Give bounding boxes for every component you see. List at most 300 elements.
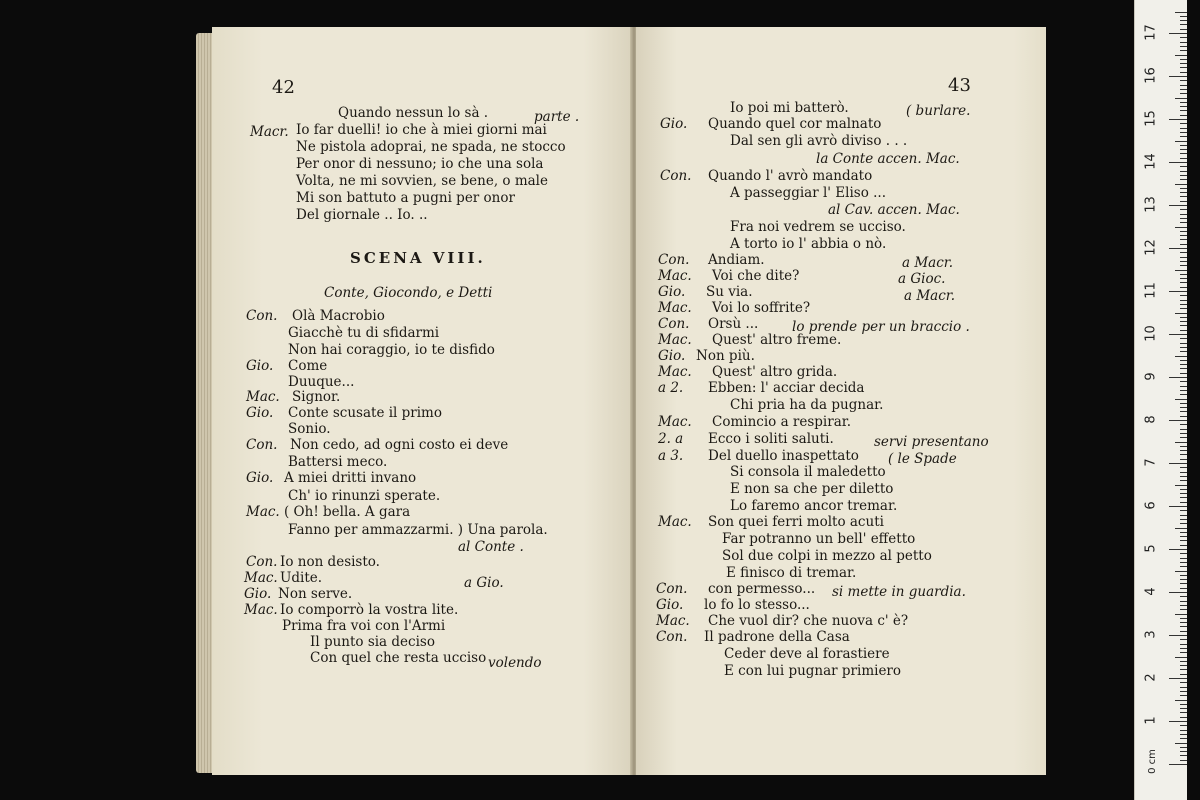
ruler-tick <box>1180 16 1187 17</box>
ruler-tick <box>1175 743 1187 744</box>
speaker-label: Gio. <box>246 470 274 486</box>
ruler-tick <box>1180 24 1187 25</box>
ruler-tick <box>1180 102 1187 103</box>
text-line: E con lui pugnar primiero <box>724 663 902 679</box>
ruler-tick <box>1175 571 1187 572</box>
ruler-tick <box>1180 669 1187 670</box>
ruler-number: 11 <box>1143 282 1159 299</box>
ruler-number: 1 <box>1143 716 1159 725</box>
ruler-tick <box>1180 622 1187 623</box>
ruler-tick <box>1180 631 1187 632</box>
ruler-tick <box>1180 730 1187 731</box>
speaker-label: Mac. <box>658 332 692 348</box>
text-line: Lo faremo ancor tremar. <box>730 498 898 514</box>
text-line: A miei dritti invano <box>284 470 417 486</box>
text-line: Orsù ... <box>708 316 759 332</box>
text-line: Ceder deve al forastiere <box>724 646 890 662</box>
page-number-left: 42 <box>272 77 295 98</box>
text-line: Ch' io rinunzi sperate. <box>288 488 441 504</box>
ruler-tick <box>1180 364 1187 365</box>
ruler-tick <box>1180 532 1187 533</box>
speaker-label: Con. <box>658 252 690 268</box>
ruler-tick <box>1180 454 1187 455</box>
ruler-tick <box>1180 132 1187 133</box>
text-line: Del giornale .. Io. .. <box>296 207 428 223</box>
ruler-tick <box>1169 721 1187 722</box>
ruler-tick <box>1180 93 1187 94</box>
ruler-tick <box>1180 192 1187 193</box>
text-line: Prima fra voi con l'Armi <box>282 618 446 634</box>
ruler-tick <box>1180 515 1187 516</box>
ruler-tick <box>1180 424 1187 425</box>
speaker-label: 2. a <box>658 431 684 447</box>
ruler-number: 9 <box>1143 372 1159 381</box>
text-line: Son quei ferri molto acuti <box>708 514 884 530</box>
ruler-tick <box>1180 106 1187 107</box>
text-line: Non più. <box>696 348 755 364</box>
ruler-tick <box>1180 407 1187 408</box>
ruler-tick <box>1180 123 1187 124</box>
ruler-tick <box>1180 244 1187 245</box>
ruler-tick <box>1180 510 1187 511</box>
ruler-tick <box>1180 536 1187 537</box>
ruler-tick <box>1175 141 1187 142</box>
ruler-number: 7 <box>1143 458 1159 467</box>
ruler-tick <box>1180 338 1187 339</box>
ruler-number: 3 <box>1143 630 1159 639</box>
ruler-number: 8 <box>1143 415 1159 424</box>
ruler-tick <box>1180 300 1187 301</box>
text-line: Quando l' avrò mandato <box>708 168 873 184</box>
stage-direction: al Cav. accen. Mac. <box>828 202 960 218</box>
text-line: Ne pistola adoprai, ne spada, ne stocco <box>296 139 566 155</box>
ruler-number: 12 <box>1143 239 1159 256</box>
scene-cast: Conte, Giocondo, e Detti <box>324 285 493 301</box>
ruler-tick <box>1180 562 1187 563</box>
ruler-tick <box>1175 55 1187 56</box>
stage-direction: a Gioc. <box>898 271 946 287</box>
ruler-tick <box>1180 429 1187 430</box>
stage-direction: si mette in guardia. <box>832 584 966 600</box>
speaker-label: Con. <box>246 437 278 453</box>
ruler-tick <box>1169 76 1187 77</box>
ruler-tick <box>1180 704 1187 705</box>
speaker-label: Gio. <box>658 348 686 364</box>
ruler-tick <box>1175 442 1187 443</box>
text-line: Andiam. <box>708 252 765 268</box>
text-line: Udite. <box>280 570 323 586</box>
ruler-tick <box>1180 712 1187 713</box>
ruler-tick <box>1180 373 1187 374</box>
ruler-tick <box>1180 691 1187 692</box>
speaker-label: Gio. <box>246 358 274 374</box>
text-line: Quest' altro grida. <box>712 364 838 380</box>
ruler-tick <box>1180 674 1187 675</box>
ruler-tick <box>1180 411 1187 412</box>
text-line: Io non desisto. <box>280 554 380 570</box>
ruler-tick <box>1180 433 1187 434</box>
ruler-tick <box>1180 128 1187 129</box>
ruler-tick <box>1180 734 1187 735</box>
text-line: Quando quel cor malnato <box>708 116 882 132</box>
speaker-label: a 2. <box>658 380 684 396</box>
ruler-tick <box>1180 153 1187 154</box>
ruler-tick <box>1180 540 1187 541</box>
ruler-tick <box>1175 227 1187 228</box>
ruler-tick <box>1180 136 1187 137</box>
ruler-tick <box>1175 485 1187 486</box>
ruler-tick <box>1180 46 1187 47</box>
ruler-tick <box>1175 700 1187 701</box>
ruler-tick <box>1169 592 1187 593</box>
ruler-tick <box>1180 523 1187 524</box>
speaker-label: a 3. <box>658 448 684 464</box>
stage-direction: a Gio. <box>464 575 504 591</box>
stage-direction: la Conte accen. Mac. <box>816 151 960 167</box>
speaker-label: Gio. <box>658 284 686 300</box>
text-line: ( Oh! bella. A gara <box>284 504 411 520</box>
text-line: Comincio a respirar. <box>712 414 852 430</box>
text-line: Far potranno un bell' effetto <box>722 531 916 547</box>
text-line: Con quel che resta ucciso <box>310 650 487 666</box>
text-line: Il punto sia deciso <box>310 634 435 650</box>
text-line: Il padrone della Casa <box>704 629 850 645</box>
text-line: Battersi meco. <box>288 454 388 470</box>
text-line: Non cedo, ad ogni costo ei deve <box>290 437 509 453</box>
ruler-tick <box>1180 274 1187 275</box>
ruler-tick <box>1180 618 1187 619</box>
text-line: Voi che dite? <box>712 268 800 284</box>
ruler-tick <box>1180 652 1187 653</box>
ruler-tick <box>1180 209 1187 210</box>
ruler-tick <box>1180 351 1187 352</box>
ruler-tick <box>1169 678 1187 679</box>
ruler-tick <box>1169 334 1187 335</box>
stage-direction: volendo <box>488 655 542 671</box>
ruler-tick <box>1180 588 1187 589</box>
ruler-tick <box>1169 764 1187 765</box>
ruler-tick <box>1180 59 1187 60</box>
speaker-label: Mac. <box>658 300 692 316</box>
ruler-tick <box>1180 695 1187 696</box>
ruler-tick <box>1180 596 1187 597</box>
text-line: Che vuol dir? che nuova c' è? <box>708 613 909 629</box>
text-line: con permesso... <box>708 581 816 597</box>
left-page <box>212 27 634 775</box>
speaker-label: Mac. <box>244 602 278 618</box>
ruler-number: 2 <box>1143 673 1159 682</box>
speaker-label: Gio. <box>660 116 688 132</box>
ruler-tick <box>1169 549 1187 550</box>
ruler-tick <box>1180 145 1187 146</box>
ruler-tick <box>1180 459 1187 460</box>
speaker-label: Con. <box>246 308 278 324</box>
speaker-label: Con. <box>658 316 690 332</box>
stage-direction: ( burlare. <box>906 103 971 119</box>
speaker-label: Gio. <box>246 405 274 421</box>
ruler-tick <box>1169 248 1187 249</box>
text-line: Olà Macrobio <box>292 308 385 324</box>
speaker-label: Mac. <box>246 504 280 520</box>
ruler-tick <box>1180 29 1187 30</box>
open-book <box>196 27 1052 777</box>
ruler-tick <box>1180 252 1187 253</box>
speaker-label: Mac. <box>246 389 280 405</box>
ruler-tick <box>1180 738 1187 739</box>
ruler-tick <box>1180 196 1187 197</box>
ruler-tick <box>1180 381 1187 382</box>
ruler-tick <box>1180 321 1187 322</box>
speaker-label: Macr. <box>250 124 289 140</box>
ruler-tick <box>1175 184 1187 185</box>
text-line: Io comporrò la vostra lite. <box>280 602 459 618</box>
ruler-tick <box>1180 755 1187 756</box>
ruler-tick <box>1180 579 1187 580</box>
ruler-tick <box>1180 287 1187 288</box>
stage-direction: a Macr. <box>904 288 956 304</box>
ruler-number: 13 <box>1143 196 1159 213</box>
speaker-label: Mac. <box>658 414 692 430</box>
ruler-number: 15 <box>1143 110 1159 127</box>
ruler-tick <box>1180 687 1187 688</box>
ruler-tick <box>1180 295 1187 296</box>
ruler-tick <box>1180 261 1187 262</box>
ruler-tick <box>1175 12 1187 13</box>
ruler-tick <box>1180 502 1187 503</box>
stage-direction: a Macr. <box>902 255 954 271</box>
text-line: Sonio. <box>288 421 331 437</box>
stage-direction: al Conte . <box>458 539 524 555</box>
ruler-tick <box>1180 37 1187 38</box>
ruler-tick <box>1169 506 1187 507</box>
ruler-tick <box>1180 476 1187 477</box>
ruler-tick <box>1180 278 1187 279</box>
ruler-tick <box>1169 162 1187 163</box>
ruler-tick <box>1180 489 1187 490</box>
text-line: Io poi mi batterò. <box>730 100 849 116</box>
ruler-tick <box>1180 480 1187 481</box>
ruler-tick <box>1180 747 1187 748</box>
speaker-label: Mac. <box>658 364 692 380</box>
text-line: A passeggiar l' Eliso ... <box>730 185 887 201</box>
ruler-tick <box>1175 270 1187 271</box>
ruler-tick <box>1180 553 1187 554</box>
speaker-label: Mac. <box>658 268 692 284</box>
ruler-tick <box>1169 420 1187 421</box>
text-line: lo fo lo stesso... <box>704 597 810 613</box>
ruler-tick <box>1180 89 1187 90</box>
ruler-tick <box>1180 386 1187 387</box>
text-line: Io far duelli! io che à miei giorni mai <box>296 122 547 138</box>
ruler-tick <box>1180 661 1187 662</box>
ruler-tick <box>1180 347 1187 348</box>
ruler-tick <box>1180 188 1187 189</box>
scene-title: SCENA VIII. <box>350 249 486 267</box>
text-line: Signor. <box>292 389 341 405</box>
ruler-tick <box>1180 558 1187 559</box>
ruler-number: 4 <box>1143 587 1159 596</box>
ruler-tick <box>1169 205 1187 206</box>
ruler-tick <box>1180 605 1187 606</box>
text-line: Non serve. <box>278 586 353 602</box>
ruler-tick <box>1175 98 1187 99</box>
page-number-right: 43 <box>948 75 971 96</box>
ruler-tick <box>1180 575 1187 576</box>
text-line: A torto io l' abbia o nò. <box>730 236 887 252</box>
ruler-tick <box>1180 467 1187 468</box>
speaker-label: Mac. <box>244 570 278 586</box>
text-line: Ecco i soliti saluti. <box>708 431 834 447</box>
ruler-tick <box>1180 325 1187 326</box>
ruler-tick <box>1180 493 1187 494</box>
text-line: Mi son battuto a pugni per onor <box>296 190 515 206</box>
text-line: Come <box>288 358 328 374</box>
ruler-tick <box>1180 717 1187 718</box>
ruler-tick <box>1180 416 1187 417</box>
ruler-tick <box>1175 528 1187 529</box>
text-line: Chi pria ha da pugnar. <box>730 397 884 413</box>
text-line: E non sa che per diletto <box>730 481 894 497</box>
right-page <box>636 27 1046 775</box>
ruler-tick <box>1169 291 1187 292</box>
ruler-tick <box>1169 119 1187 120</box>
ruler-tick <box>1180 601 1187 602</box>
ruler-tick <box>1180 446 1187 447</box>
ruler-tick <box>1180 368 1187 369</box>
ruler-tick <box>1175 614 1187 615</box>
speaker-label: Con. <box>656 581 688 597</box>
text-line: Quando nessun lo sà . <box>338 105 489 121</box>
ruler-tick <box>1180 239 1187 240</box>
ruler-tick <box>1180 583 1187 584</box>
text-line: Si consola il maledetto <box>730 464 886 480</box>
text-line: Per onor di nessuno; io che una sola <box>296 156 544 172</box>
ruler-tick <box>1180 20 1187 21</box>
ruler-number: 6 <box>1143 501 1159 510</box>
text-line: Su via. <box>706 284 753 300</box>
ruler-unit-label: 0 cm <box>1146 749 1158 774</box>
ruler-tick <box>1180 609 1187 610</box>
ruler-tick <box>1180 235 1187 236</box>
ruler-tick <box>1180 218 1187 219</box>
ruler-tick <box>1180 472 1187 473</box>
ruler-tick <box>1180 67 1187 68</box>
ruler-tick <box>1180 257 1187 258</box>
ruler-tick <box>1180 72 1187 73</box>
ruler-tick <box>1180 175 1187 176</box>
ruler-tick <box>1180 450 1187 451</box>
stage-direction: lo prende per un braccio . <box>792 319 970 335</box>
text-line: Fanno per ammazzarmi. ) Una parola. <box>288 522 548 538</box>
speaker-label: Gio. <box>244 586 272 602</box>
ruler-number: 10 <box>1143 325 1159 342</box>
ruler-tick <box>1180 166 1187 167</box>
ruler-tick <box>1180 317 1187 318</box>
text-line: Duuque... <box>288 374 355 390</box>
text-line: Ebben: l' acciar decida <box>708 380 865 396</box>
ruler-tick <box>1175 399 1187 400</box>
text-line: Del duello inaspettato <box>708 448 859 464</box>
ruler-tick <box>1180 639 1187 640</box>
stage-direction: parte . <box>534 109 580 125</box>
ruler-number: 16 <box>1143 67 1159 84</box>
ruler-tick <box>1180 231 1187 232</box>
ruler-tick <box>1180 304 1187 305</box>
ruler-tick <box>1180 390 1187 391</box>
ruler-tick <box>1180 330 1187 331</box>
ruler-tick <box>1180 201 1187 202</box>
text-line: Dal sen gli avrò diviso . . . <box>730 133 908 149</box>
ruler-tick <box>1169 635 1187 636</box>
ruler-tick <box>1180 708 1187 709</box>
speaker-label: Mac. <box>656 613 690 629</box>
text-line: Giacchè tu di sfidarmi <box>288 325 440 341</box>
text-line: Sol due colpi in mezzo al petto <box>722 548 932 564</box>
ruler-tick <box>1180 63 1187 64</box>
ruler-tick <box>1175 356 1187 357</box>
ruler-tick <box>1180 343 1187 344</box>
ruler-tick <box>1180 626 1187 627</box>
ruler-tick <box>1180 497 1187 498</box>
speaker-label: Con. <box>660 168 692 184</box>
ruler-tick <box>1180 394 1187 395</box>
ruler-tick <box>1180 50 1187 51</box>
stage-direction: ( le Spade <box>888 451 957 467</box>
ruler-tick <box>1180 403 1187 404</box>
ruler-tick <box>1180 308 1187 309</box>
ruler-tick <box>1180 222 1187 223</box>
speaker-label: Con. <box>246 554 278 570</box>
ruler-tick <box>1180 42 1187 43</box>
ruler-tick <box>1180 760 1187 761</box>
ruler-tick <box>1180 665 1187 666</box>
ruler-tick <box>1180 282 1187 283</box>
ruler-tick <box>1180 566 1187 567</box>
ruler-tick <box>1180 80 1187 81</box>
ruler-tick <box>1180 149 1187 150</box>
measurement-ruler <box>1134 0 1187 800</box>
ruler-tick <box>1180 360 1187 361</box>
ruler-number: 14 <box>1143 153 1159 170</box>
ruler-tick <box>1175 313 1187 314</box>
ruler-tick <box>1169 33 1187 34</box>
ruler-tick <box>1180 545 1187 546</box>
ruler-tick <box>1175 657 1187 658</box>
speaker-label: Mac. <box>658 514 692 530</box>
ruler-tick <box>1180 85 1187 86</box>
ruler-number: 17 <box>1143 24 1159 41</box>
text-line: Quest' altro freme. <box>712 332 842 348</box>
ruler-tick <box>1180 644 1187 645</box>
ruler-tick <box>1169 463 1187 464</box>
ruler-tick <box>1180 115 1187 116</box>
stage-direction: servi presentano <box>874 434 989 450</box>
ruler-number: 5 <box>1143 544 1159 553</box>
ruler-tick <box>1180 682 1187 683</box>
ruler-tick <box>1180 179 1187 180</box>
ruler-tick <box>1180 751 1187 752</box>
ruler-tick <box>1180 171 1187 172</box>
speaker-label: Con. <box>656 629 688 645</box>
text-line: Volta, ne mi sovvien, se bene, o male <box>296 173 548 189</box>
speaker-label: Gio. <box>656 597 684 613</box>
ruler-tick <box>1169 377 1187 378</box>
ruler-tick <box>1180 519 1187 520</box>
ruler-tick <box>1180 214 1187 215</box>
ruler-tick <box>1180 110 1187 111</box>
text-line: Non hai coraggio, io te disfido <box>288 342 495 358</box>
text-line: Conte scusate il primo <box>288 405 442 421</box>
